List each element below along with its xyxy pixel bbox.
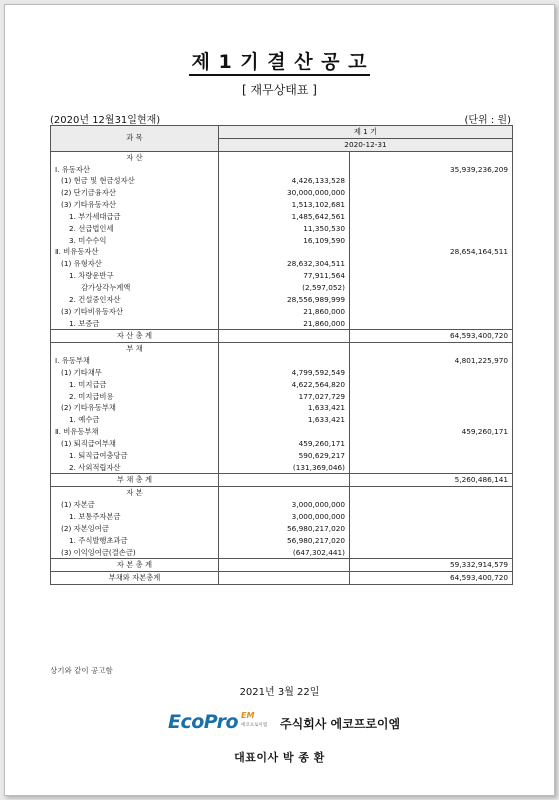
detail-amount: 590,629,217 bbox=[219, 450, 350, 462]
detail-amount: 56,980,217,020 bbox=[219, 523, 350, 535]
account-name: (1) 유형자산 bbox=[51, 258, 219, 270]
table-row bbox=[51, 164, 513, 176]
account-name: 부채와 자본총계 bbox=[51, 572, 219, 585]
total-amount bbox=[350, 547, 513, 559]
table-row bbox=[51, 511, 513, 523]
table-row bbox=[51, 318, 513, 330]
detail-amount: 28,556,989,999 bbox=[219, 294, 350, 306]
total-amount bbox=[350, 306, 513, 318]
total-amount: 4,801,225,970 bbox=[350, 355, 513, 367]
table-row bbox=[51, 343, 513, 355]
table-row bbox=[51, 235, 513, 247]
account-name: 2. 사외적립자산 bbox=[51, 462, 219, 474]
ceo-name: 대표이사 박 종 환 bbox=[234, 751, 325, 764]
detail-amount: 459,260,171 bbox=[219, 438, 350, 450]
total-amount bbox=[350, 487, 513, 499]
table-row bbox=[51, 355, 513, 367]
account-name: 1. 차량운반구 bbox=[51, 270, 219, 282]
total-amount: 459,260,171 bbox=[350, 426, 513, 438]
total-amount bbox=[350, 223, 513, 235]
company-name: 주식회사 에코프로이엠 bbox=[280, 717, 401, 731]
detail-amount: 3,000,000,000 bbox=[219, 499, 350, 511]
period-label: (2020년 12월31일현재) bbox=[50, 115, 161, 126]
total-amount bbox=[350, 151, 513, 163]
account-name: 2. 미지급비용 bbox=[51, 391, 219, 403]
total-amount bbox=[350, 499, 513, 511]
table-row bbox=[51, 547, 513, 559]
detail-amount: 28,632,304,511 bbox=[219, 258, 350, 270]
table-row bbox=[51, 572, 513, 585]
account-name: 1. 미지급금 bbox=[51, 379, 219, 391]
account-name: (1) 기타채무 bbox=[51, 367, 219, 379]
account-name: 자 본 bbox=[51, 487, 219, 499]
account-name: 부 채 총 계 bbox=[51, 474, 219, 487]
account-name: Ⅰ. 유동자산 bbox=[51, 164, 219, 176]
account-name: (1) 퇴직급여부채 bbox=[51, 438, 219, 450]
table-row bbox=[51, 306, 513, 318]
total-amount bbox=[350, 270, 513, 282]
detail-amount bbox=[219, 164, 350, 176]
total-amount bbox=[350, 318, 513, 330]
detail-amount: 77,911,564 bbox=[219, 270, 350, 282]
detail-amount: 1,485,642,561 bbox=[219, 211, 350, 223]
account-name: (2) 단기금융자산 bbox=[51, 187, 219, 199]
account-name: (1) 현금 및 현금성자산 bbox=[51, 175, 219, 187]
table-row bbox=[51, 151, 513, 163]
table-row bbox=[51, 462, 513, 474]
detail-amount: 21,860,000 bbox=[219, 318, 350, 330]
total-amount bbox=[350, 450, 513, 462]
table-row bbox=[51, 402, 513, 414]
header-date: 2020-12-31 bbox=[219, 138, 513, 151]
announcement-date: 2021년 3월 22일 bbox=[239, 687, 320, 698]
total-amount bbox=[350, 258, 513, 270]
total-amount: 28,654,164,511 bbox=[350, 246, 513, 258]
table-row bbox=[51, 535, 513, 547]
detail-amount bbox=[219, 572, 350, 585]
total-amount: 64,593,400,720 bbox=[350, 572, 513, 585]
total-amount bbox=[350, 462, 513, 474]
account-name: 1. 예수금 bbox=[51, 414, 219, 426]
balance-sheet-body bbox=[51, 151, 513, 584]
account-name: 2. 선급법인세 bbox=[51, 223, 219, 235]
total-amount bbox=[350, 187, 513, 199]
document-subtitle: [ 재무상태표 ] bbox=[242, 83, 317, 97]
logo-sub-text: 에코프로이엠 bbox=[241, 723, 268, 728]
account-name: 감가상각누계액 bbox=[51, 282, 219, 294]
table-row bbox=[51, 559, 513, 572]
account-name: Ⅰ. 유동부채 bbox=[51, 355, 219, 367]
total-amount bbox=[350, 199, 513, 211]
account-name: 3. 미수수익 bbox=[51, 235, 219, 247]
document-title: 제 1 기 결 산 공 고 bbox=[5, 47, 554, 74]
total-amount bbox=[350, 511, 513, 523]
detail-amount: 1,633,421 bbox=[219, 414, 350, 426]
account-name: (3) 기타유동자산 bbox=[51, 199, 219, 211]
total-amount bbox=[350, 294, 513, 306]
table-row bbox=[51, 474, 513, 487]
total-amount bbox=[350, 211, 513, 223]
total-amount bbox=[350, 379, 513, 391]
total-amount: 59,332,914,579 bbox=[350, 559, 513, 572]
table-row bbox=[51, 199, 513, 211]
account-name: Ⅱ. 비유동부채 bbox=[51, 426, 219, 438]
total-amount bbox=[350, 367, 513, 379]
total-amount bbox=[350, 343, 513, 355]
detail-amount bbox=[219, 246, 350, 258]
balance-sheet-table bbox=[50, 125, 513, 585]
total-amount bbox=[350, 523, 513, 535]
table-row bbox=[51, 282, 513, 294]
total-amount bbox=[350, 391, 513, 403]
account-name: 자 본 총 계 bbox=[51, 559, 219, 572]
total-amount: 5,260,486,141 bbox=[350, 474, 513, 487]
account-name: 1. 주식발행초과금 bbox=[51, 535, 219, 547]
detail-amount bbox=[219, 426, 350, 438]
detail-amount: 1,513,102,681 bbox=[219, 199, 350, 211]
account-name: (3) 이익잉여금(결손금) bbox=[51, 547, 219, 559]
document-page bbox=[4, 4, 555, 796]
table-row bbox=[51, 223, 513, 235]
detail-amount: 177,027,729 bbox=[219, 391, 350, 403]
table-row bbox=[51, 523, 513, 535]
table-row bbox=[51, 258, 513, 270]
table-row bbox=[51, 330, 513, 343]
account-name: 1. 보통주자본금 bbox=[51, 511, 219, 523]
table-row bbox=[51, 270, 513, 282]
detail-amount bbox=[219, 487, 350, 499]
table-row bbox=[51, 487, 513, 499]
table-row bbox=[51, 211, 513, 223]
detail-amount: 21,860,000 bbox=[219, 306, 350, 318]
detail-amount bbox=[219, 355, 350, 367]
detail-amount: 1,633,421 bbox=[219, 402, 350, 414]
unit-label: (단위 : 원) bbox=[464, 115, 511, 126]
account-name: 1. 퇴직급여충당금 bbox=[51, 450, 219, 462]
detail-amount: 4,799,592,549 bbox=[219, 367, 350, 379]
account-name: Ⅱ. 비유동자산 bbox=[51, 246, 219, 258]
detail-amount: 30,000,000,000 bbox=[219, 187, 350, 199]
ecopro-logo bbox=[168, 711, 268, 735]
detail-amount: 4,426,133,528 bbox=[219, 175, 350, 187]
table-row bbox=[51, 246, 513, 258]
total-amount bbox=[350, 414, 513, 426]
total-amount bbox=[350, 175, 513, 187]
table-row bbox=[51, 367, 513, 379]
table-row bbox=[51, 294, 513, 306]
total-amount: 64,593,400,720 bbox=[350, 330, 513, 343]
total-amount bbox=[350, 282, 513, 294]
footnote: 상기와 같이 공고함 bbox=[50, 666, 113, 675]
total-amount bbox=[350, 438, 513, 450]
table-row bbox=[51, 426, 513, 438]
header-period: 제 1 기 bbox=[219, 126, 513, 139]
detail-amount: (2,597,052) bbox=[219, 282, 350, 294]
account-name: (2) 자본잉여금 bbox=[51, 523, 219, 535]
total-amount bbox=[350, 535, 513, 547]
detail-amount bbox=[219, 330, 350, 343]
detail-amount bbox=[219, 343, 350, 355]
table-row bbox=[51, 499, 513, 511]
total-amount: 35,939,236,209 bbox=[350, 164, 513, 176]
detail-amount: (131,369,046) bbox=[219, 462, 350, 474]
account-name: 2. 건설중인자산 bbox=[51, 294, 219, 306]
account-name: 부 채 bbox=[51, 343, 219, 355]
table-row bbox=[51, 175, 513, 187]
total-amount bbox=[350, 235, 513, 247]
total-amount bbox=[350, 402, 513, 414]
detail-amount: 11,350,530 bbox=[219, 223, 350, 235]
detail-amount bbox=[219, 559, 350, 572]
detail-amount: 4,622,564,820 bbox=[219, 379, 350, 391]
table-row bbox=[51, 438, 513, 450]
detail-amount bbox=[219, 151, 350, 163]
detail-amount bbox=[219, 474, 350, 487]
detail-amount: 3,000,000,000 bbox=[219, 511, 350, 523]
logo-em-text: EM bbox=[241, 711, 255, 720]
detail-amount: 56,980,217,020 bbox=[219, 535, 350, 547]
account-name: 자 산 bbox=[51, 151, 219, 163]
table-row bbox=[51, 187, 513, 199]
detail-amount: (647,302,441) bbox=[219, 547, 350, 559]
detail-amount: 16,109,590 bbox=[219, 235, 350, 247]
table-row bbox=[51, 379, 513, 391]
logo-main-text: EcoPro bbox=[168, 711, 239, 733]
account-name: 1. 부가세대급금 bbox=[51, 211, 219, 223]
header-account: 과 목 bbox=[51, 126, 219, 152]
account-name: (3) 기타비유동자산 bbox=[51, 306, 219, 318]
account-name: (2) 기타유동부채 bbox=[51, 402, 219, 414]
account-name: 자 산 총 계 bbox=[51, 330, 219, 343]
table-row bbox=[51, 450, 513, 462]
account-name: 1. 보증금 bbox=[51, 318, 219, 330]
account-name: (1) 자본금 bbox=[51, 499, 219, 511]
table-row bbox=[51, 414, 513, 426]
table-row bbox=[51, 391, 513, 403]
